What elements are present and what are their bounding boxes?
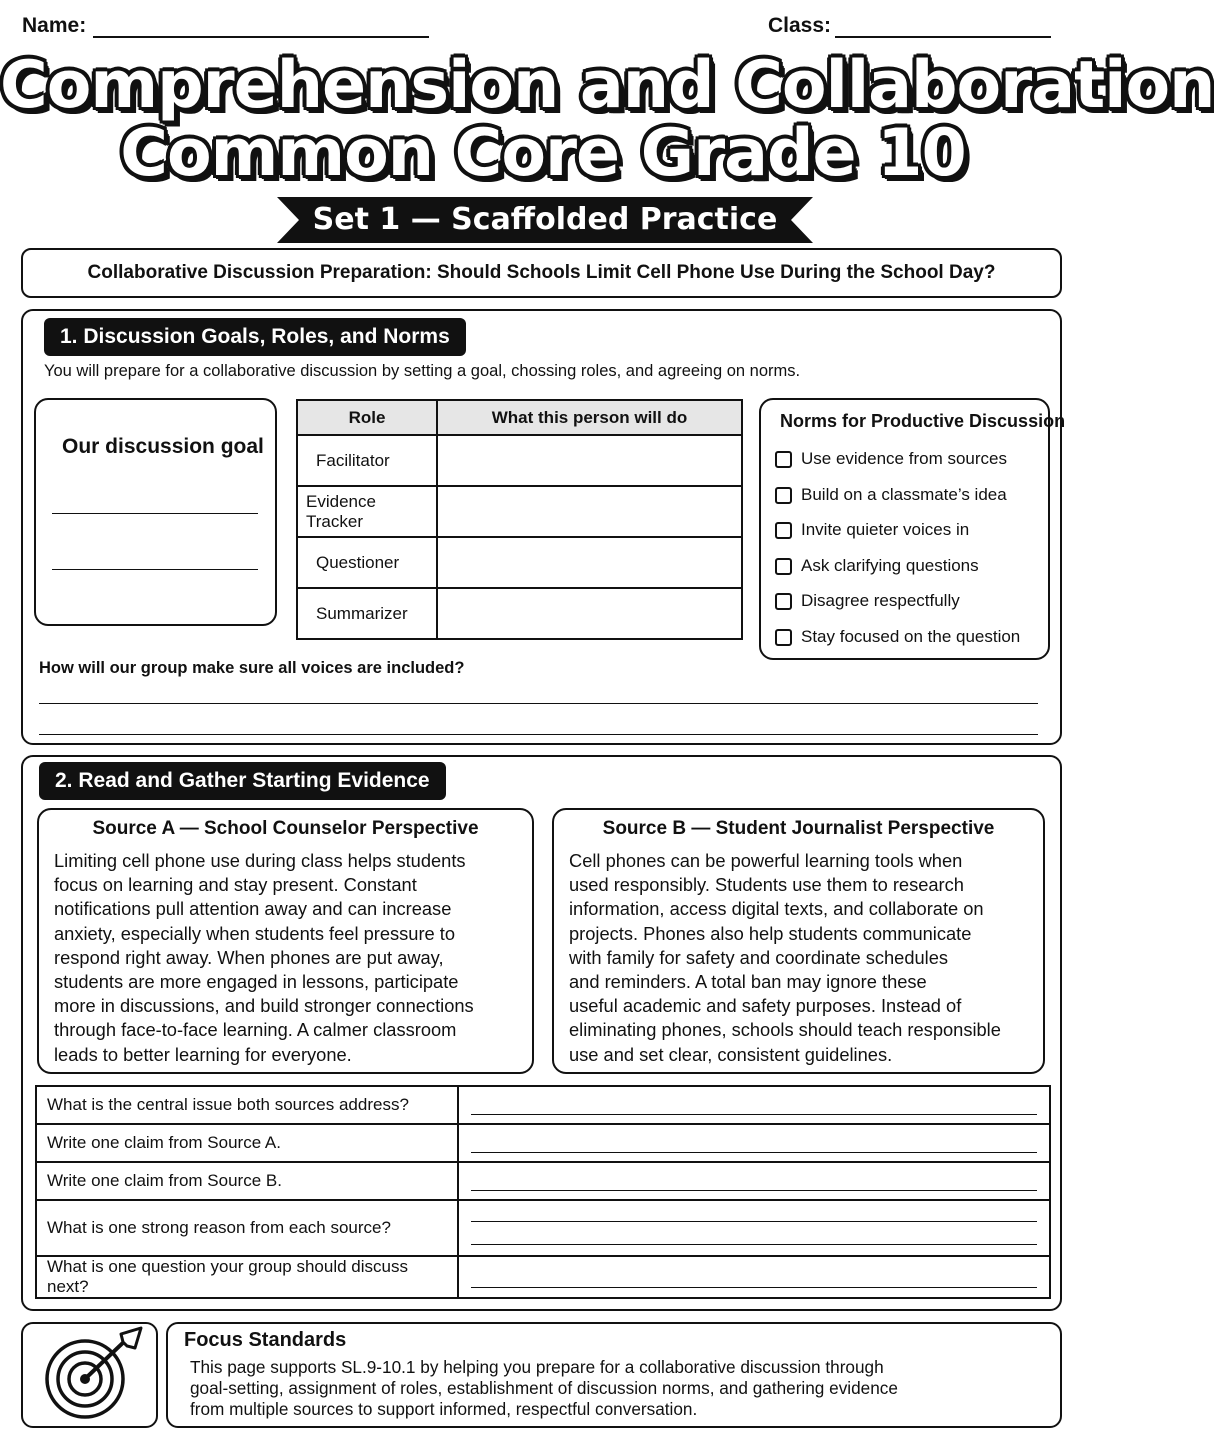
answer-line[interactable]: [471, 1114, 1037, 1115]
section-1-instructions: You will prepare for a collaborative discussion by setting a goal, chossing roles, and agreeing on norms.: [44, 362, 801, 380]
answer-cell[interactable]: [458, 1162, 1050, 1200]
role-task-cell[interactable]: [437, 435, 742, 486]
table-row: [36, 1200, 1050, 1256]
answer-line[interactable]: [471, 1152, 1037, 1153]
checkbox[interactable]: [775, 593, 792, 610]
source-a-box: [37, 808, 534, 1074]
source-b-box: [552, 808, 1045, 1074]
role-task-cell[interactable]: [437, 537, 742, 588]
section-1-heading: 1. Discussion Goals, Roles, and Norms: [44, 318, 466, 356]
answer-line[interactable]: [471, 1221, 1037, 1222]
evidence-question: Write one claim from Source A.: [36, 1124, 458, 1162]
answer-line[interactable]: [471, 1244, 1037, 1245]
goal-line-2[interactable]: [52, 569, 258, 570]
roles-table: [296, 399, 743, 640]
norm-item[interactable]: Disagree respectfully: [775, 591, 960, 611]
table-row: [36, 1124, 1050, 1162]
table-row: [36, 1086, 1050, 1124]
page-title-line-2: Common Core Grade 10: [120, 116, 966, 191]
answer-cell[interactable]: [458, 1086, 1050, 1124]
goal-line-1[interactable]: [52, 513, 258, 514]
name-label: Name:: [22, 14, 87, 37]
norm-item[interactable]: Use evidence from sources: [775, 449, 1007, 469]
role-task-cell[interactable]: [437, 588, 742, 639]
page-title-line-1: Comprehension and Collaboration: [0, 48, 1214, 123]
answer-line[interactable]: [471, 1190, 1037, 1191]
voices-line-1[interactable]: [39, 703, 1038, 704]
norms-box: [759, 398, 1066, 660]
class-label: Class:: [768, 14, 832, 37]
norm-item[interactable]: Ask clarifying questions: [775, 556, 979, 576]
table-row: [297, 588, 742, 639]
norms-title: Norms for Productive Discussion: [780, 411, 1066, 431]
checkbox[interactable]: [775, 451, 792, 468]
focus-title: Focus Standards: [184, 1329, 347, 1351]
name-field[interactable]: [93, 36, 429, 38]
target-arrow-icon: [23, 1324, 155, 1425]
answer-cell[interactable]: [458, 1200, 1050, 1256]
table-row: [36, 1162, 1050, 1200]
table-row: [297, 537, 742, 588]
section-2-panel: [21, 755, 1062, 1311]
focus-standards-box: [166, 1322, 1062, 1428]
source-b-text: Cell phones can be powerful learning tools when used responsibly. Students use them to research information, access digital texts, and collaborate on projects. Phones also help students communicate with family for safety and coordinate schedules and reminders. A total ban may ignore these useful academic and safety purposes. Instead of eliminating phones, schools should teach responsible use and set clear, consistent guidelines.: [569, 850, 1001, 1065]
discussion-question: Collaborative Discussion Preparation: Should Schools Limit Cell Phone Use During the School Day?: [87, 262, 996, 283]
goal-label: Our discussion goal: [62, 435, 264, 458]
table-row: [297, 486, 742, 537]
role-evidence-tracker: Evidence Tracker: [297, 486, 437, 537]
checkbox[interactable]: [775, 558, 792, 575]
role-summarizer: Summarizer: [297, 588, 437, 639]
source-b-title: Source B — Student Journalist Perspective: [602, 818, 995, 839]
role-questioner: Questioner: [297, 537, 437, 588]
source-a-text: Limiting cell phone use during class helps students focus on learning and stay present. Constant notifications pull attention away and can increase anxiety, especially when students feel pressure to respond right away. When phones are put away, students are more engaged in lessons, participate more in discussions, and build stronger connections through face-to-face learning. A calmer classroom leads to better learning for everyone.: [54, 850, 474, 1065]
set-banner: [277, 197, 813, 243]
norm-item[interactable]: Invite quieter voices in: [775, 520, 969, 540]
evidence-question: What is one strong reason from each source?: [36, 1200, 458, 1256]
evidence-question: What is the central issue both sources address?: [36, 1086, 458, 1124]
section-1-panel: [21, 309, 1066, 745]
goal-box: [34, 398, 277, 626]
class-field[interactable]: [835, 36, 1051, 38]
role-facilitator: Facilitator: [297, 435, 437, 486]
roles-header-task: What this person will do: [437, 400, 742, 435]
norm-item[interactable]: Stay focused on the question: [775, 627, 1020, 647]
table-row: [297, 435, 742, 486]
evidence-table: [35, 1085, 1051, 1299]
voices-question: How will our group make sure all voices are included?: [39, 659, 465, 677]
norm-item[interactable]: Build on a classmate’s idea: [775, 485, 1007, 505]
evidence-question: What is one question your group should discuss next?: [36, 1256, 458, 1298]
checkbox[interactable]: [775, 629, 792, 646]
voices-line-2[interactable]: [39, 734, 1038, 735]
checkbox[interactable]: [775, 487, 792, 504]
table-row: [36, 1256, 1050, 1298]
section-2-heading: 2. Read and Gather Starting Evidence: [39, 762, 446, 800]
focus-icon-box: [21, 1322, 158, 1428]
answer-cell[interactable]: [458, 1124, 1050, 1162]
focus-text: This page supports SL.9-10.1 by helping you prepare for a collaborative discussion through goal-setting, assignment of roles, establishment of discussion norms, and gathering evidence from multiple sources to support informed, respectful conversation.: [190, 1357, 898, 1419]
roles-header-role: Role: [297, 400, 437, 435]
discussion-question-box: [21, 248, 1062, 298]
checkbox[interactable]: [775, 522, 792, 539]
source-a-title: Source A — School Counselor Perspective: [92, 818, 479, 839]
role-task-cell[interactable]: [437, 486, 742, 537]
answer-line[interactable]: [471, 1287, 1037, 1288]
answer-cell[interactable]: [458, 1256, 1050, 1298]
banner-text: Set 1 — Scaffolded Practice: [312, 202, 778, 237]
evidence-question: Write one claim from Source B.: [36, 1162, 458, 1200]
